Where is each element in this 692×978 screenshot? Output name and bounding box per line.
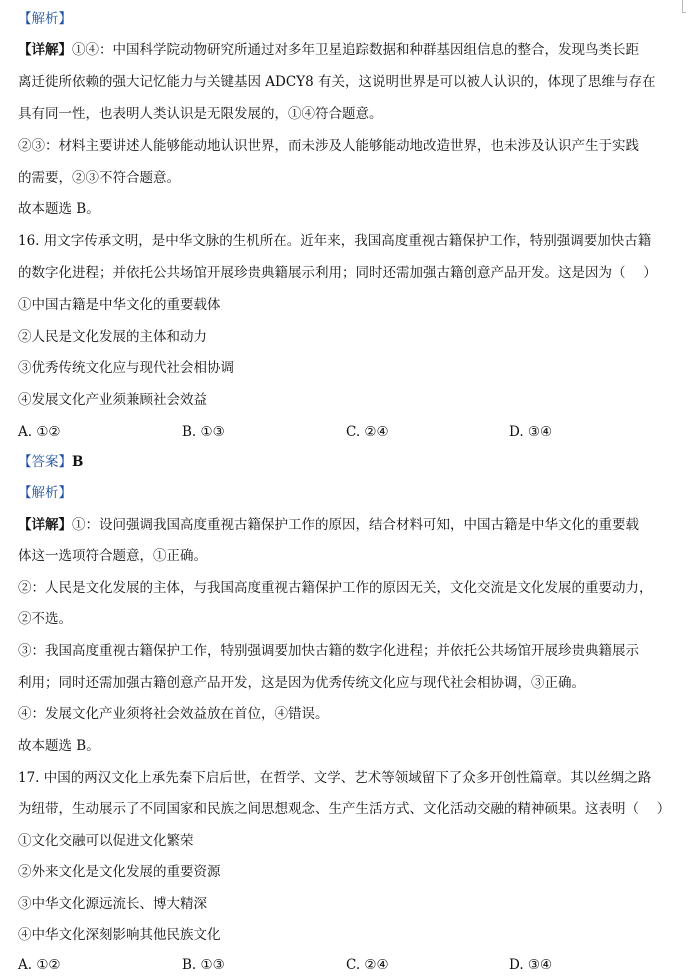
- question-16-stem: 的数字化进程；并依托公共场馆开展珍贵典籍展示利用；同时还需加强古籍创意产品开发。这是因为（ ）: [18, 265, 657, 281]
- option-b: B. ①③: [182, 424, 225, 440]
- conclusion-line: 故本题选 B。: [18, 201, 100, 217]
- analysis-label: 【解析】: [18, 11, 72, 27]
- statement-3: ③中华文化源远流长、博大精深: [18, 896, 207, 912]
- paragraph-line: ②③：材料主要讲述人能够能动地认识世界，而未涉及人能够能动地改造世界，也未涉及认识产生于实践: [18, 138, 639, 154]
- detail-label: 【详解】: [18, 517, 72, 533]
- paragraph-line: 具有同一性，也表明人类认识是无限发展的，①④符合题意。: [18, 106, 383, 122]
- answer-value: B: [72, 454, 84, 470]
- statement-1: ①文化交融可以促进文化繁荣: [18, 833, 194, 849]
- paragraph-line: 体这一选项符合题意，①正确。: [18, 548, 207, 564]
- detail-line: 【详解】①④：中国科学院动物研究所通过对多年卫星追踪数据和种群基因组信息的整合，发现鸟类长距: [18, 42, 639, 58]
- analysis-label: 【解析】: [18, 485, 72, 501]
- paragraph-line: ②：人民是文化发展的主体，与我国高度重视古籍保护工作的原因无关，文化交流是文化发展的重要动力，: [18, 580, 653, 596]
- paragraph-line: 利用；同时还需加强古籍创意产品开发，这是因为优秀传统文化应与现代社会相协调，③正确。: [18, 675, 585, 691]
- statement-2: ②人民是文化发展的主体和动力: [18, 329, 207, 345]
- option-a: A. ①②: [18, 424, 61, 440]
- detail-label: 【详解】: [18, 42, 72, 58]
- statement-1: ①中国古籍是中华文化的重要载体: [18, 297, 221, 313]
- detail-line: 【详解】①：设问强调我国高度重视古籍保护工作的原因，结合材料可知，中国古籍是中华文化的重要载: [18, 517, 639, 533]
- option-d: D. ③④: [509, 957, 553, 973]
- paragraph-line: ②不选。: [18, 611, 72, 627]
- paragraph-line: ④：发展文化产业须将社会效益放在首位，④错误。: [18, 706, 329, 722]
- paragraph-line: ③：我国高度重视古籍保护工作，特别强调要加快古籍的数字化进程；并依托公共场馆开展珍贵典籍展示: [18, 643, 639, 659]
- answer-line: [18, 452, 83, 472]
- statement-4: ④中华文化深刻影响其他民族文化: [18, 927, 221, 943]
- statement-3: ③优秀传统文化应与现代社会相协调: [18, 360, 234, 376]
- conclusion-line: 故本题选 B。: [18, 738, 100, 754]
- question-17-stem: 17. 中国的两汉文化上承先秦下启后世，在哲学、文学、艺术等领域留下了众多开创性篇章。其以丝绸之路: [18, 770, 652, 786]
- question-17-stem: 为纽带，生动展示了不同国家和民族之间思想观念、生产生活方式、文化活动交融的精神硕果。这表明（ ）: [18, 801, 671, 817]
- options-row: [18, 422, 678, 442]
- option-d: D. ③④: [509, 424, 553, 440]
- statement-4: ④发展文化产业须兼顾社会效益: [18, 392, 207, 408]
- answer-label: 【答案】: [18, 454, 72, 470]
- question-16-stem: 16. 用文字传承文明，是中华文脉的生机所在。近年来，我国高度重视古籍保护工作，特别强调要加快古籍: [18, 233, 652, 249]
- option-a: A. ①②: [18, 957, 61, 973]
- option-c: C. ②④: [346, 957, 389, 973]
- paragraph-line: 离迁徙所依赖的强大记忆能力与关键基因 ADCY8 有关，这说明世界是可以被人认识的，体现了思维与存在: [18, 74, 656, 90]
- statement-2: ②外来文化是文化发展的重要资源: [18, 864, 221, 880]
- option-c: C. ②④: [346, 424, 389, 440]
- paragraph-line: 的需要，②③不符合题意。: [18, 170, 180, 186]
- option-b: B. ①③: [182, 957, 225, 973]
- options-row: [18, 955, 678, 975]
- corner-mark: [682, 0, 686, 13]
